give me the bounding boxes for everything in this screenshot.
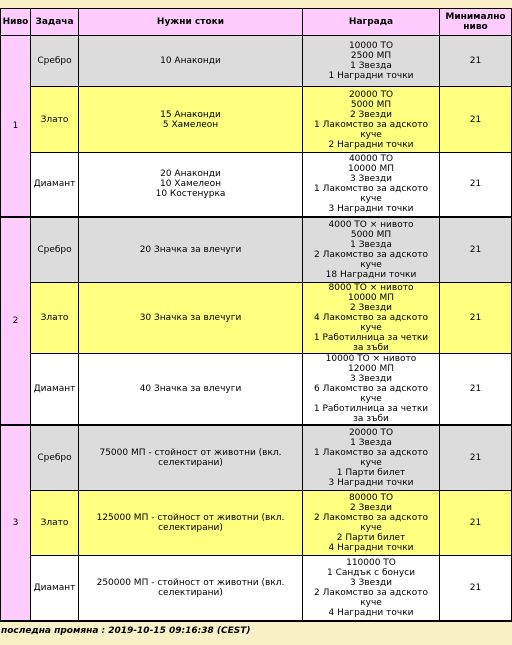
reward-cell-line: 1 Лакомство за адското [313,184,428,195]
goods-cell-line: селектирани) [158,587,223,598]
table-row [1,283,512,354]
table-row [1,36,512,87]
reward-cell-line: 1 Работилница за четки [313,333,429,343]
reward-cell-line: 2 Лакомство за адското [313,587,428,598]
reward-cell-line: куче [360,323,382,333]
table-row [1,87,512,153]
goods-cell-line: 10 Анаконди [160,56,221,66]
goods-cell-line: 20 Анаконди [160,169,221,180]
task-cell: Злато [31,87,79,153]
reward-cell-line: 10000 МП [347,293,395,303]
reward-cell-line: 40000 ТО [348,154,394,165]
header-reward: Награда [303,9,440,36]
reward-cell-line: 1 Сандък с бонуси [326,567,416,578]
reward-cell-line: 1 Лакомство за адското [313,447,428,458]
reward-cell-line: 1 Работилница за четки [313,404,429,414]
reward-cell-line: 1 Парти билет [336,467,406,478]
level-cell: 1 [1,36,31,217]
reward-cell-line: 4 Лакомство за адското [313,313,428,323]
task-cell: Сребро [31,217,79,283]
goods-cell [79,425,303,490]
reward-cell-line: 3 Звезди [349,174,393,185]
reward-cell-line: 2 Лакомство за адското [313,249,428,260]
task-cell: Диамант [31,354,79,426]
reward-cell-line: 2500 МП [350,51,392,61]
level-cell: 3 [1,425,31,621]
reward-cell-line: 80000 ТО [348,492,394,503]
goods-cell-line: 125000 МП - стойност от животни (вкл. [96,512,285,523]
reward-cell-line: 10000 ТО [348,41,394,51]
min-level-cell: 21 [440,283,512,354]
min-level-cell: 21 [440,36,512,87]
reward-cell-line: 2 Звезди [349,109,393,120]
reward-cell-line: 4 Наградни точки [328,542,414,553]
reward-cell-line: 110000 ТО [346,557,396,568]
reward-cell-line: 1 Лакомство за адското [313,119,428,130]
goods-cell [79,555,303,621]
reward-cell-line: 3 Наградни точки [328,204,414,215]
reward-cell-line: 18 Наградни точки [325,269,417,280]
reward-cell-line: 1 Звезда [350,239,392,250]
goods-cell [79,87,303,153]
reward-cell-line: 6 Лакомство за адското [313,384,428,394]
goods-cell-line: селектирани) [158,522,223,533]
reward-cell-line: 8000 ТО × нивото [328,283,414,293]
reward-cell-line: 10000 МП [347,164,395,175]
reward-cell-line: куче [360,522,382,533]
goods-cell-line: 5 Хамелеон [162,119,219,130]
reward-cell-line: 2 Звезди [349,303,393,313]
reward-cell-line: 2 Наградни точки [328,139,414,150]
goods-cell-line: 15 Анаконди [160,109,221,120]
reward-cell-line: 4000 ТО × нивото [328,219,414,230]
reward-cell-line: куче [360,194,382,205]
reward-cell-line: за зъби [353,343,389,353]
reward-cell [303,87,440,153]
reward-cell-line: 1 Звезда [350,437,392,448]
reward-cell-line: 12000 МП [347,364,395,374]
goods-cell [79,36,303,87]
reward-cell-line: 5000 МП [350,229,392,240]
goods-cell [79,354,303,426]
min-level-cell: 21 [440,87,512,153]
reward-cell-line: 4 Наградни точки [328,607,414,618]
goods-cell [79,283,303,354]
header-level: Ниво [1,9,31,36]
min-level-cell: 21 [440,354,512,426]
header-task: Задача [31,9,79,36]
table-row [1,217,512,283]
reward-cell-line: куче [360,394,382,404]
reward-cell [303,36,440,87]
task-cell: Диамант [31,153,79,217]
reward-cell-line: куче [360,597,382,608]
table-body [1,36,512,622]
reward-cell-line: 3 Звезди [349,374,393,384]
reward-cell-line: куче [360,129,382,140]
min-level-cell: 21 [440,490,512,555]
reward-cell [303,354,440,426]
reward-cell [303,555,440,621]
level-cell: 2 [1,217,31,426]
goods-cell [79,153,303,217]
header-row [1,9,512,36]
task-cell: Злато [31,283,79,354]
goods-cell-line: 75000 МП - стойност от животни (вкл. [99,447,282,458]
task-cell: Сребро [31,425,79,490]
min-level-cell: 21 [440,425,512,490]
goods-cell-line: 40 Значка за влечуги [139,384,242,394]
table-row [1,555,512,621]
task-cell: Сребро [31,36,79,87]
reward-cell-line: куче [360,259,382,270]
reward-cell [303,153,440,217]
min-level-cell: 21 [440,153,512,217]
task-cell: Злато [31,490,79,555]
rewards-table [0,8,512,622]
reward-cell-line: 1 Звезда [350,61,392,71]
goods-cell-line: 10 Хамелеон [159,179,221,190]
reward-cell-line: за зъби [353,414,389,424]
goods-cell-line: 250000 МП - стойност от животни (вкл. [96,577,285,588]
reward-cell [303,217,440,283]
goods-cell-line: 20 Значка за влечуги [139,244,242,255]
goods-cell [79,490,303,555]
reward-cell-line: 3 Звезди [349,577,393,588]
goods-cell-line: 10 Костенурка [155,189,226,200]
reward-cell-line: 3 Наградни точки [328,477,414,488]
reward-cell [303,283,440,354]
goods-cell-line: 30 Значка за влечуги [139,313,242,323]
reward-cell-line: 20000 ТО [348,427,394,438]
reward-cell-line: 2 Звезди [349,502,393,513]
table-row [1,425,512,490]
min-level-cell: 21 [440,555,512,621]
reward-cell-line: 1 Наградни точки [328,71,414,81]
table-row [1,490,512,555]
reward-cell-line: 2 Лакомство за адското [313,512,428,523]
goods-cell [79,217,303,283]
header-goods: Нужни стоки [79,9,303,36]
goods-cell-line: селектирани) [158,457,223,468]
min-level-cell: 21 [440,217,512,283]
header-min-level: Минимално ниво [440,9,512,36]
last-modified: последна промяна : 2019-10-15 09:16:38 (CEST) [1,626,251,636]
reward-cell [303,490,440,555]
task-cell: Диамант [31,555,79,621]
table-row [1,354,512,426]
reward-cell-line: куче [360,457,382,468]
table-row [1,153,512,217]
reward-cell-line: 10000 ТО × нивото [325,354,417,364]
reward-cell [303,425,440,490]
reward-cell-line: 2 Парти билет [336,532,406,543]
reward-cell-line: 20000 ТО [348,89,394,100]
reward-cell-line: 5000 МП [350,99,392,110]
